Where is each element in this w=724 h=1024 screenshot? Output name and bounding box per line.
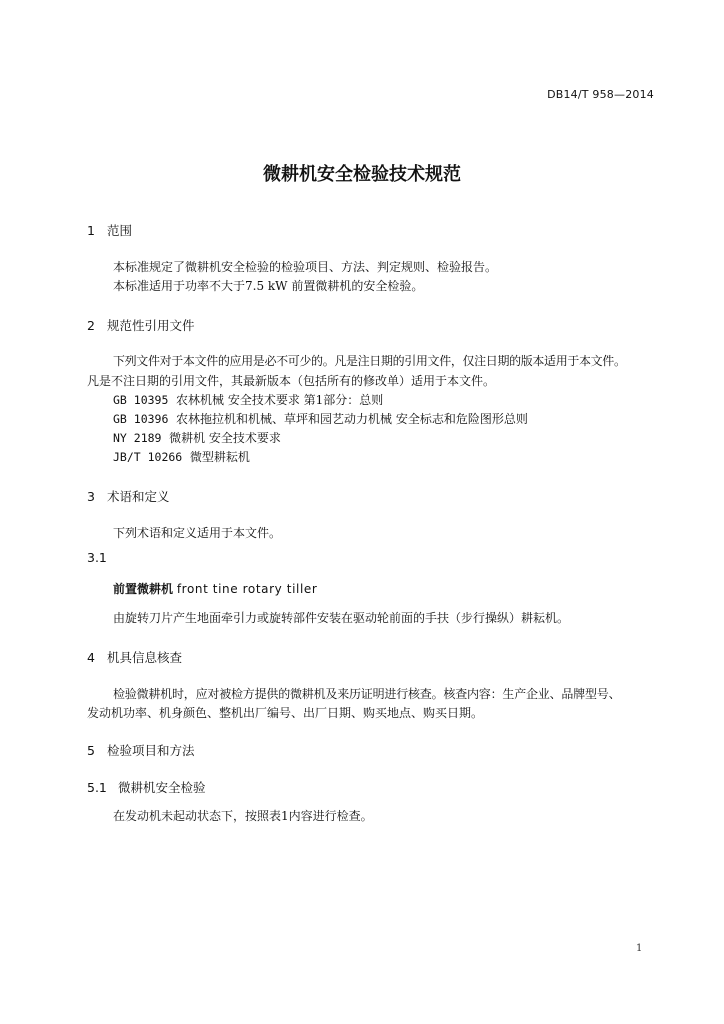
term-entry xyxy=(113,580,317,597)
section-title: 规范性引用文件 xyxy=(107,318,195,333)
section-3-heading xyxy=(87,487,170,505)
subsection-5-1-heading xyxy=(87,778,206,796)
term-definition: 由旋转刀片产生地面牵引力或旋转部件安装在驱动轮前面的手扶（步行操纵）耕耘机。 xyxy=(113,611,570,625)
section-number: 2 xyxy=(87,318,95,333)
reference-item xyxy=(113,391,383,408)
reference-code: GB 10396 xyxy=(113,412,169,426)
reference-title: 微型耕耘机 xyxy=(189,450,250,464)
paragraph-line: 本标准适用于功率不大于7.5 kW 前置微耕机的安全检验。 xyxy=(113,279,424,293)
section-number: 3 xyxy=(87,489,95,504)
term-chinese: 前置微耕机 xyxy=(113,582,174,596)
section-title: 检验项目和方法 xyxy=(107,743,195,758)
paragraph-line: 下列文件对于本文件的应用是必不可少的。凡是注日期的引用文件，仅注日期的版本适用于本文件。 xyxy=(113,354,626,368)
subsection-number: 5.1 xyxy=(87,780,107,795)
reference-title: 农林拖拉机和机械、草坪和园艺动力机械 安全标志和危险图形总则 xyxy=(176,412,528,426)
reference-code: GB 10395 xyxy=(113,393,169,407)
paragraph-line: 本标准规定了微耕机安全检验的检验项目、方法、判定规则、检验报告。 xyxy=(113,260,498,274)
reference-item xyxy=(113,429,281,446)
paragraph-line: 发动机功率、机身颜色、整机出厂编号、出厂日期、购买地点、购买日期。 xyxy=(87,706,484,720)
reference-code: JB/T 10266 xyxy=(113,450,183,464)
reference-item xyxy=(113,448,250,465)
paragraph-line: 在发动机未起动状态下，按照表1内容进行检查。 xyxy=(113,809,373,823)
section-number: 1 xyxy=(87,223,95,238)
section-number: 4 xyxy=(87,650,95,665)
paragraph-line: 检验微耕机时，应对被检方提供的微耕机及来历证明进行核查。核查内容：生产企业、品牌型号、 xyxy=(113,687,621,701)
section-1-heading xyxy=(87,221,132,239)
page-number: 1 xyxy=(636,943,643,954)
reference-title: 农林机械 安全技术要求 第1部分：总则 xyxy=(176,393,384,407)
document-title: 微耕机安全检验技术规范 xyxy=(263,164,461,185)
reference-title: 微耕机 安全技术要求 xyxy=(169,431,281,445)
paragraph-line: 凡是不注日期的引用文件，其最新版本（包括所有的修改单）适用于本文件。 xyxy=(87,374,496,388)
section-4-heading xyxy=(87,648,182,666)
section-number: 5 xyxy=(87,743,95,758)
subsection-title: 微耕机安全检验 xyxy=(118,780,206,795)
section-title: 范围 xyxy=(107,223,133,238)
term-english: front tine rotary tiller xyxy=(176,582,318,596)
reference-code: NY 2189 xyxy=(113,431,162,445)
section-title: 机具信息核查 xyxy=(107,650,183,665)
reference-item xyxy=(113,410,528,427)
section-5-heading xyxy=(87,741,195,759)
paragraph-line: 下列术语和定义适用于本文件。 xyxy=(113,526,282,540)
standard-number: DB14/T 958—2014 xyxy=(547,88,654,101)
section-title: 术语和定义 xyxy=(107,489,170,504)
section-2-heading xyxy=(87,316,195,334)
subsection-number: 3.1 xyxy=(87,550,107,565)
